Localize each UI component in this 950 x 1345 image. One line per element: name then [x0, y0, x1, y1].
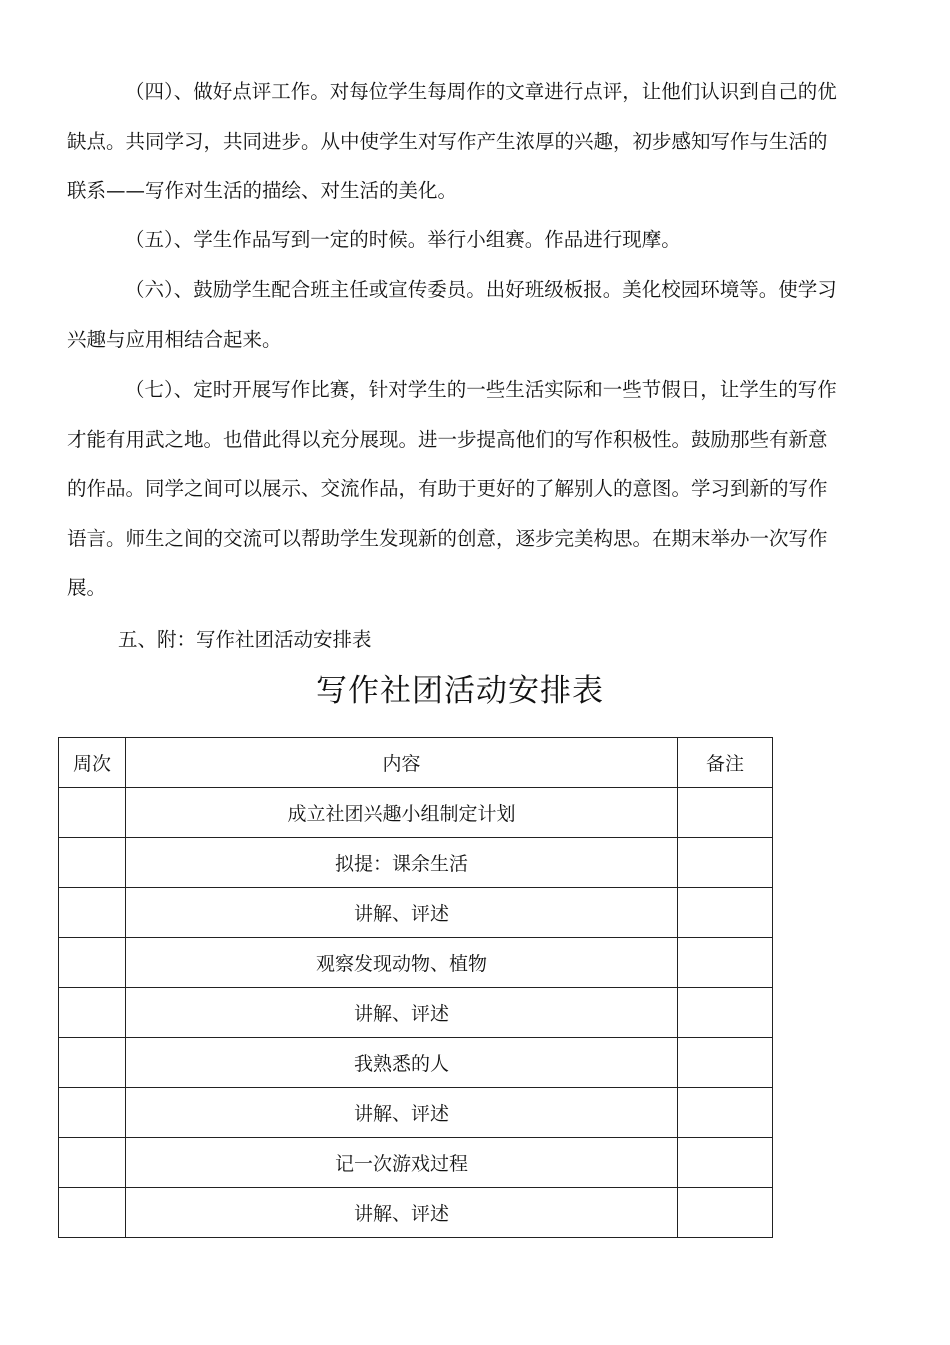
header-content: 内容: [126, 738, 678, 788]
table-row: [59, 1138, 773, 1188]
cell-note: [678, 888, 773, 938]
paragraph-4: [67, 67, 837, 216]
cell-content: 讲解、评述: [126, 888, 678, 938]
table-row: [59, 988, 773, 1038]
cell-week: [59, 938, 126, 988]
cell-content: 成立社团兴趣小组制定计划: [126, 788, 678, 838]
cell-note: [678, 838, 773, 888]
table-row: [59, 888, 773, 938]
cell-note: [678, 1138, 773, 1188]
paragraph-7: [67, 365, 837, 613]
cell-content: 讲解、评述: [126, 1188, 678, 1238]
table-row: [59, 838, 773, 888]
table-title: 写作社团活动安排表: [316, 673, 604, 709]
cell-note: [678, 1038, 773, 1088]
cell-week: [59, 1088, 126, 1138]
cell-week: [59, 1188, 126, 1238]
cell-note: [678, 1088, 773, 1138]
cell-content: 观察发现动物、植物: [126, 938, 678, 988]
table-row: [59, 1088, 773, 1138]
cell-week: [59, 988, 126, 1038]
cell-week: [59, 888, 126, 938]
cell-content: 讲解、评述: [126, 988, 678, 1038]
cell-week: [59, 788, 126, 838]
cell-note: [678, 1188, 773, 1238]
cell-note: [678, 938, 773, 988]
table-row: [59, 1038, 773, 1088]
header-note: 备注: [678, 738, 773, 788]
paragraph-4-text: （四）、做好点评工作。对每位学生每周作的文章进行点评，让他们认识到自己的优缺点。共同学习，共同进步。从中使学生对写作产生浓厚的兴趣，初步感知写作与生活的联系——写作对生活的描绘、对生活的美化。: [67, 80, 837, 202]
paragraph-6-text: （六）、鼓励学生配合班主任或宣传委员。出好班级板报。美化校园环境等。使学习兴趣与应用相结合起来。: [67, 278, 837, 351]
paragraph-5-text: （五）、学生作品写到一定的时候。举行小组赛。作品进行现摩。: [125, 228, 681, 251]
cell-content: 拟提：课余生活: [126, 838, 678, 888]
cell-content: 我熟悉的人: [126, 1038, 678, 1088]
cell-week: [59, 838, 126, 888]
cell-content: 讲解、评述: [126, 1088, 678, 1138]
cell-content: 记一次游戏过程: [126, 1138, 678, 1188]
cell-week: [59, 1138, 126, 1188]
paragraph-6: [67, 265, 837, 364]
table-row: [59, 938, 773, 988]
cell-note: [678, 788, 773, 838]
appendix-heading: 五、附：写作社团活动安排表: [118, 628, 372, 651]
paragraph-5: [67, 215, 837, 265]
schedule-table: [58, 737, 773, 1238]
paragraph-7-text: （七）、定时开展写作比赛，针对学生的一些生活实际和一些节假日，让学生的写作才能有用武之地。也借此得以充分展现。进一步提高他们的写作积极性。鼓励那些有新意的作品。同学之间可以展示、交流作品，有助于更好的了解别人的意图。学习到新的写作语言。师生之间的交流可以帮助学生发现新的创意，逐步完美构思。在期末举办一次写作展。: [67, 378, 837, 599]
cell-note: [678, 988, 773, 1038]
table-row: [59, 1188, 773, 1238]
cell-week: [59, 1038, 126, 1088]
header-week: 周次: [59, 738, 126, 788]
table-row: [59, 788, 773, 838]
table-header-row: [59, 738, 773, 788]
